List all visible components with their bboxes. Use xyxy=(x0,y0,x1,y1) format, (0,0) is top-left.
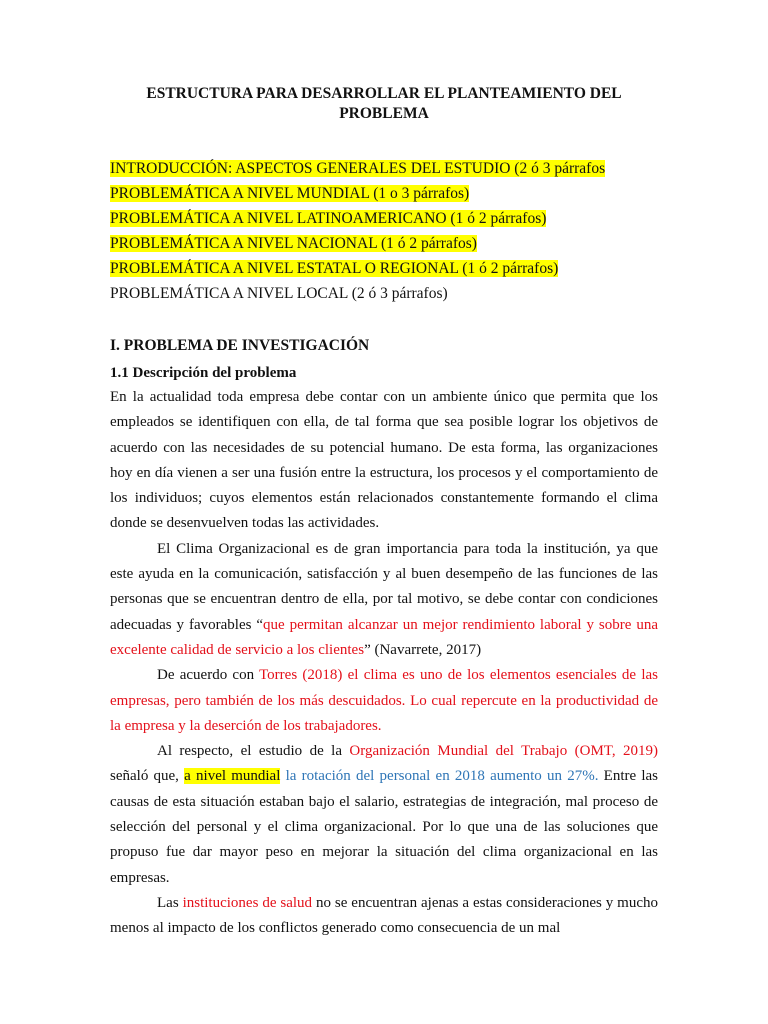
highlighted-text: PROBLEMÁTICA A NIVEL LATINOAMERICANO (1 ó 2 párrafos) xyxy=(110,210,547,227)
paragraph xyxy=(110,537,658,663)
highlighted-text: INTRODUCCIÓN: ASPECTOS GENERALES DEL ESTUDIO (2 ó 3 párrafos xyxy=(110,160,606,177)
outline-item xyxy=(110,281,670,306)
outline-text: PROBLEMÁTICA A NIVEL LOCAL (2 ó 3 párrafos) xyxy=(110,285,448,302)
paragraph-text: señaló que, xyxy=(110,768,185,785)
paragraph-text: De acuerdo con xyxy=(157,667,260,684)
paragraph xyxy=(110,385,658,537)
highlighted-text: PROBLEMÁTICA A NIVEL MUNDIAL (1 o 3 párrafos) xyxy=(110,185,470,202)
subsection-heading: 1.1 Descripción del problema xyxy=(110,365,297,381)
paragraph xyxy=(110,663,658,739)
paragraph-text: Las xyxy=(157,894,183,911)
paragraph-text: no se encuentran ajenas a estas consideraciones y mucho menos al impacto de los conflictos generado como consecuencia de un mal xyxy=(110,894,658,937)
document-body xyxy=(110,385,658,942)
paragraph-text: El Clima Organizacional es de gran importancia para toda la institución, ya que este ayuda en la comunicación, satisfacción y al buen desempeño de las funciones de las personas que se encuentran dentro de ella, por tal motivo, se debe contar con condiciones adecuadas y favorables “ xyxy=(110,540,658,633)
statistic-text: la rotación del personal en 2018 aumento un 27%. xyxy=(285,768,599,785)
outline-item xyxy=(110,231,670,256)
outline-item xyxy=(110,156,670,181)
highlighted-text: PROBLEMÁTICA A NIVEL ESTATAL O REGIONAL (1 ó 2 párrafos) xyxy=(110,260,559,277)
cited-text: Torres (2018) el clima es uno de los elementos esenciales de las empresas, pero también de los más descuidados. Lo cual repercute en la productividad de la empresa y la deserción de los trabajadores. xyxy=(110,667,658,734)
outline-item xyxy=(110,206,670,231)
highlighted-text: a nivel mundial xyxy=(184,768,281,785)
highlighted-text: PROBLEMÁTICA A NIVEL NACIONAL (1 ó 2 párrafos) xyxy=(110,235,477,252)
outline-item xyxy=(110,181,670,206)
cited-source: Organización Mundial del Trabajo (OMT, 2019) xyxy=(349,743,658,760)
quoted-text: que permitan alcanzar un mejor rendimiento laboral y sobre una excelente calidad de servicio a los clientes xyxy=(110,616,658,658)
citation-text: ” (Navarrete, 2017) xyxy=(364,641,482,658)
paragraph-text: En la actualidad toda empresa debe contar con un ambiente único que permita que los empleados se identifiquen con ella, de tal forma que sea posible lograr los objetivos de acuerdo con las necesidades de su potencial humano. De esta forma, las organizaciones hoy en día vienen a ser una fusión entre la estructura, los procesos y el comportamiento de los individuos; cuyos elementos están relacionados constantemente formando el clima donde se desenvuelven todas las actividades. xyxy=(110,389,658,532)
cited-text: instituciones de salud xyxy=(182,894,313,911)
paragraph xyxy=(110,739,658,891)
section-heading: I. PROBLEMA DE INVESTIGACIÓN xyxy=(110,337,370,354)
outline-item xyxy=(110,256,670,281)
outline-list xyxy=(110,156,670,306)
paragraph-text: Al respecto, el estudio de la xyxy=(157,743,350,760)
paragraph-text: Entre las causas de esta situación estaban bajo el salario, estrategias de integración, mal proceso de selección del personal y el clima organizacional. Por lo que una de las soluciones que propuso fue dar mayor peso en mejorar la situación del clima organizacional en las empresas. xyxy=(110,768,659,886)
paragraph xyxy=(110,891,658,942)
document-title: ESTRUCTURA PARA DESARROLLAR EL PLANTEAMIENTO DEL PROBLEMA xyxy=(146,85,622,122)
